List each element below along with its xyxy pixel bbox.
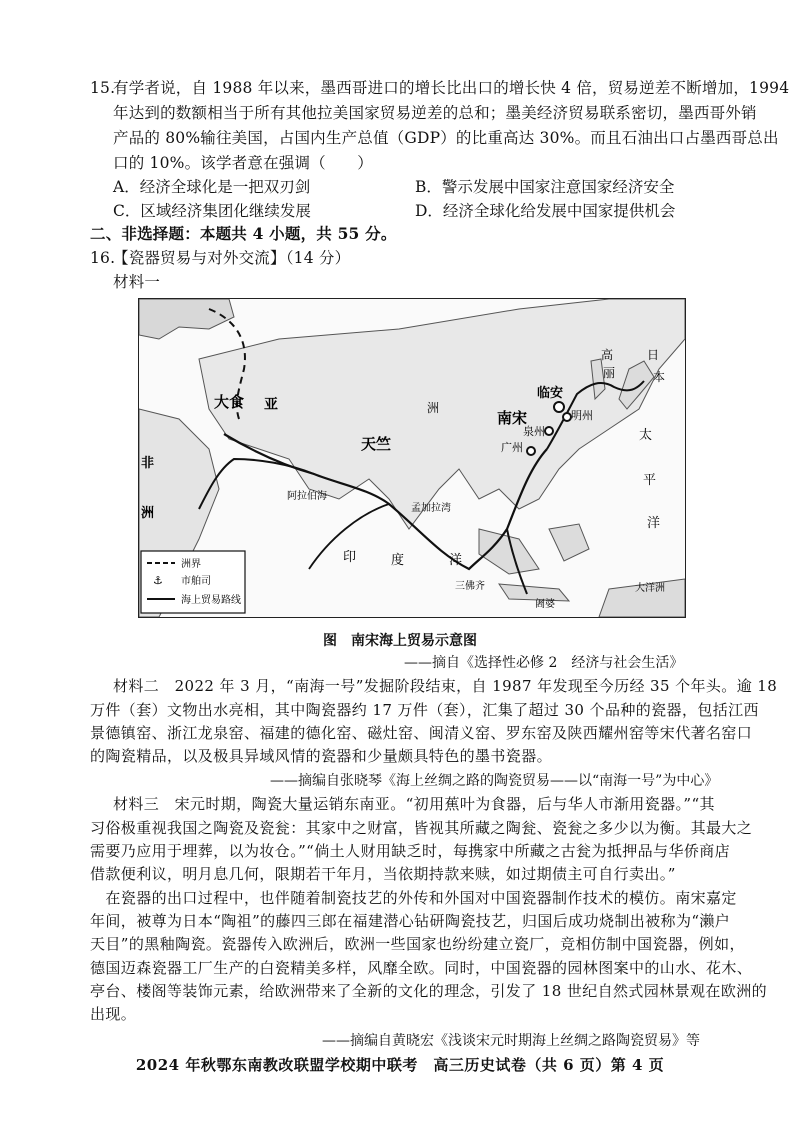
europe-landmass <box>139 299 234 339</box>
map-label-zhou-asia: 洲 <box>427 401 440 415</box>
legend-shibosi-label: 市舶司 <box>181 576 211 587</box>
q15-stem-line-1: 有学者说，自 1988 年以来，墨西哥进口的增长比出口的增长快 4 倍，贸易逆差不断增加，1994 <box>113 79 790 97</box>
map-label-quanzhou: 泉州 <box>523 425 545 438</box>
map-label-arabia-sea: 阿拉伯海 <box>287 491 327 502</box>
southern-song-trade-map <box>138 298 686 618</box>
material2-line-2: 万件（套）文物出水亮相，其中陶瓷器约 17 万件（套），汇集了超过 30 个品种的瓷器，包括江西 <box>90 701 759 719</box>
guangzhou-shibosi-marker <box>527 447 535 455</box>
map-label-ya: 亚 <box>264 397 278 413</box>
material3-line-5: 在瓷器的出口过程中，也伴随着制瓷技艺的外传和外国对中国瓷器制作技术的模仿。南宋嘉定 <box>90 889 737 907</box>
map-label-du: 度 <box>391 553 405 568</box>
material2-line-1: 材料二 2022 年 3 月，“南海一号”发掘阶段结束，自 1987 年发现至今历经 35 个年头。逾 18 <box>113 677 778 695</box>
q15-stem-line-2: 年达到的数额相当于所有其他拉美国家贸易逆差的总和；墨美经济贸易联系密切，墨西哥外销 <box>113 104 757 122</box>
material2-line-3: 景德镇窑、浙江龙泉窑、福建的德化窑、磁灶窑、闽清义窑、罗东窑及陕西耀州窑等宋代著名窑口 <box>90 724 753 742</box>
figure-source: ——摘自《选择性必修 2 经济与社会生活》 <box>404 655 684 671</box>
map-label-ben: 本 <box>653 370 666 384</box>
figure-caption: 图 南宋海上贸易示意图 <box>323 633 477 649</box>
map-label-nansong: 南宋 <box>497 409 528 427</box>
material3-line-4: 借款便利议，明月息几何，限期若干年月，当依期持款来赎，如过期债主可自行卖出。” <box>90 865 676 883</box>
material3-line-2: 习俗极重视我国之陶瓷及瓷瓮：其家中之财富，皆视其所藏之陶瓮、瓷瓮之多少以为衡。其最大之 <box>90 819 753 837</box>
q15-stem-line-3: 产品的 80%输往美国，占国内生产总值（GDP）的比重高达 30%。而且石油出口占墨西哥总出 <box>113 129 779 147</box>
map-label-yin: 印 <box>343 550 357 565</box>
map-label-fei: 非 <box>141 456 155 471</box>
map-label-sanfoqi: 三佛齐 <box>455 581 485 592</box>
map-label-bengal-bay: 孟加拉湾 <box>411 503 451 514</box>
map-label-dashi: 大食 <box>214 393 245 411</box>
map-legend <box>141 551 245 613</box>
material1-label: 材料一 <box>113 273 161 291</box>
map-label-tai: 太 <box>639 428 653 443</box>
material3-line-1: 材料三 宋元时期，陶瓷大量运销东南亚。“初用蕉叶为食器，后与华人市渐用瓷器。”“其 <box>113 795 715 813</box>
quanzhou-shibosi-marker <box>545 427 553 435</box>
map-label-mingzhou: 明州 <box>571 409 593 422</box>
map-label-zhou-africa: 洲 <box>141 506 155 521</box>
material3-line-10: 出现。 <box>90 1005 137 1023</box>
material3-line-3: 需要乃应用于埋葬，以为妆仓。”“倘土人财用缺乏时，每携家中所藏之古瓮为抵押品与华侨商店 <box>90 842 731 860</box>
map-label-tianzhu: 天竺 <box>361 435 392 453</box>
material3-source: ——摘编自黄晓宏《浅谈宋元时期海上丝绸之路陶瓷贸易》等 <box>322 1033 700 1049</box>
material2-line-4: 的陶瓷精品，以及极具异域风情的瓷器和少量颇具特色的墨书瓷器。 <box>90 747 553 765</box>
map-label-yang-indian: 洋 <box>449 553 463 568</box>
material3-line-9: 亭台、楼阁等装饰元素，给欧洲带来了全新的文化的理念，引发了 18 世纪自然式园林景观在欧洲的 <box>90 982 768 1000</box>
section-heading: 二、非选择题：本题共 4 小题，共 55 分。 <box>90 224 397 243</box>
mingzhou-shibosi-marker <box>563 413 571 421</box>
q15-option-a[interactable]: A．经济全球化是一把双刃剑 <box>113 178 311 196</box>
q15-option-b[interactable]: B．警示发展中国家注意国家经济安全 <box>415 178 675 196</box>
q15-option-c[interactable]: C．区域经济集团化继续发展 <box>113 202 311 220</box>
map-label-shepo: 阇婆 <box>535 599 555 610</box>
material3-line-6: 年间，被尊为日本“陶祖”的藤四三郎在福建潜心钻研陶瓷技艺，归国后成功烧制出被称为“濑户 <box>90 912 731 930</box>
map-label-gao: 高 <box>601 348 614 362</box>
map-label-ping: 平 <box>643 473 657 488</box>
page-footer: 2024 年秋鄂东南教改联盟学校期中联考 高三历史试卷（共 6 页）第 4 页 <box>135 1056 665 1074</box>
legend-border-label: 洲界 <box>181 559 201 570</box>
map-label-ri: 日 <box>647 348 660 362</box>
material3-line-8: 德国迈森瓷器工厂生产的白瓷精美多样，风靡全欧。同时，中国瓷器的园林图案中的山水、花木、 <box>90 959 753 977</box>
q15-stem-line-4: 口的 10%。该学者意在强调（ ） <box>113 154 373 172</box>
q15-number: 15. <box>90 79 116 97</box>
q16-title: 【瓷器贸易与对外交流】（14 分） <box>113 249 351 267</box>
material3-line-7: 天目”的黑釉陶瓷。瓷器传入欧洲后，欧洲一些国家也纷纷建立瓷厂，竞相仿制中国瓷器，例如， <box>90 935 745 953</box>
map-label-yang-pacific: 洋 <box>647 516 661 531</box>
asia-landmass <box>199 299 685 529</box>
q16-number: 16. <box>90 249 116 267</box>
map-label-dayangzhou: 大洋洲 <box>635 583 665 594</box>
map-label-linan: 临安 <box>537 386 564 401</box>
legend-route-label: 海上贸易路线 <box>181 595 241 606</box>
linan-shibosi-marker <box>554 402 564 412</box>
material2-source: ——摘编自张晓琴《海上丝绸之路的陶瓷贸易——以“南海一号”为中心》 <box>270 773 719 789</box>
map-label-guangzhou: 广州 <box>501 441 523 454</box>
southeast-islands <box>479 524 589 601</box>
map-label-li: 丽 <box>603 366 616 380</box>
legend-anchor-icon: ⚓ <box>153 574 163 587</box>
q15-option-d[interactable]: D．经济全球化给发展中国家提供机会 <box>415 202 676 220</box>
